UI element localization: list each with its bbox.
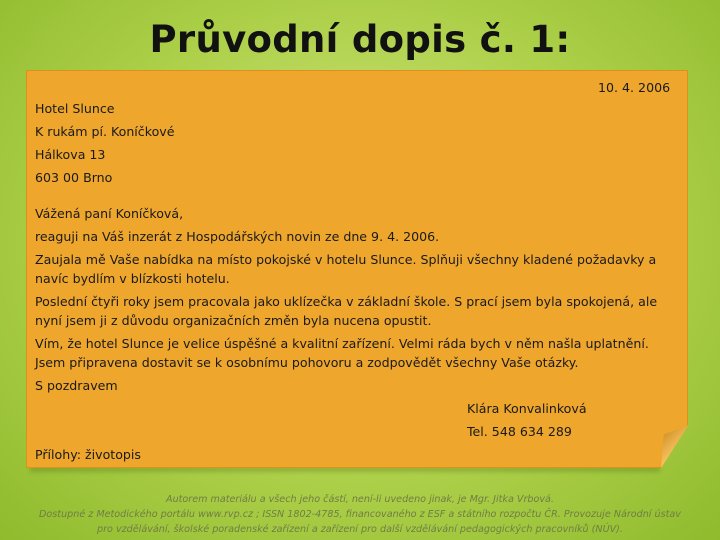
letter-body-line: nyní jsem ji z důvodu organizačních změn byla nucena opustit. bbox=[35, 313, 432, 328]
address-line: K rukám pí. Koníčkové bbox=[35, 124, 175, 139]
letter-body-line: Jsem připravena dostavit se k osobnímu pohovoru a zodpovědět všechny Vaše otázky. bbox=[35, 355, 579, 370]
footer-line: pro vzdělávání, školské poradenské zařízení a zařízení pro další vzdělávání pedagogických pracovníků (NÚV). bbox=[97, 524, 623, 535]
address-line: Hotel Slunce bbox=[35, 101, 115, 116]
signature-phone: Tel. 548 634 289 bbox=[467, 424, 572, 439]
address-line: Hálkova 13 bbox=[35, 147, 106, 162]
footer-line: Autorem materiálu a všech jeho částí, není-li uvedeno jinak, je Mgr. Jitka Vrbová. bbox=[166, 494, 554, 505]
letter-body-line: navíc bydlím v blízkosti hotelu. bbox=[35, 271, 230, 286]
letter-date: 10. 4. 2006 bbox=[598, 80, 671, 95]
letter-body-line: reaguji na Váš inzerát z Hospodářských novin ze dne 9. 4. 2006. bbox=[35, 229, 440, 244]
footer-credits bbox=[0, 492, 720, 537]
letter-attachments: Přílohy: životopis bbox=[35, 447, 141, 462]
letter-salutation: Vážená paní Koníčková, bbox=[35, 206, 184, 221]
letter-body-line: Zaujala mě Vaše nabídka na místo pokojské v hotelu Slunce. Splňuji všechny kladené požadavky a bbox=[35, 252, 657, 267]
signature-name: Klára Konvalinková bbox=[467, 401, 587, 416]
footer-line: Dostupné z Metodického portálu www.rvp.cz ; ISSN 1802-4785, financovaného z ESF a státního rozpočtu ČR. Provozuje Národní ústav bbox=[39, 509, 681, 520]
letter-body-line: Poslední čtyři roky jsem pracovala jako uklízečka v základní škole. S prací jsem byla spokojená, ale bbox=[35, 294, 658, 309]
address-line: 603 00 Brno bbox=[35, 170, 113, 185]
letter-body-line: Vím, že hotel Slunce je velice úspěšné a kvalitní zařízení. Velmi ráda bych v něm našla uplatnění. bbox=[35, 336, 649, 351]
letter-closing: S pozdravem bbox=[35, 378, 118, 393]
page-title: Průvodní dopis č. 1: bbox=[149, 18, 571, 61]
